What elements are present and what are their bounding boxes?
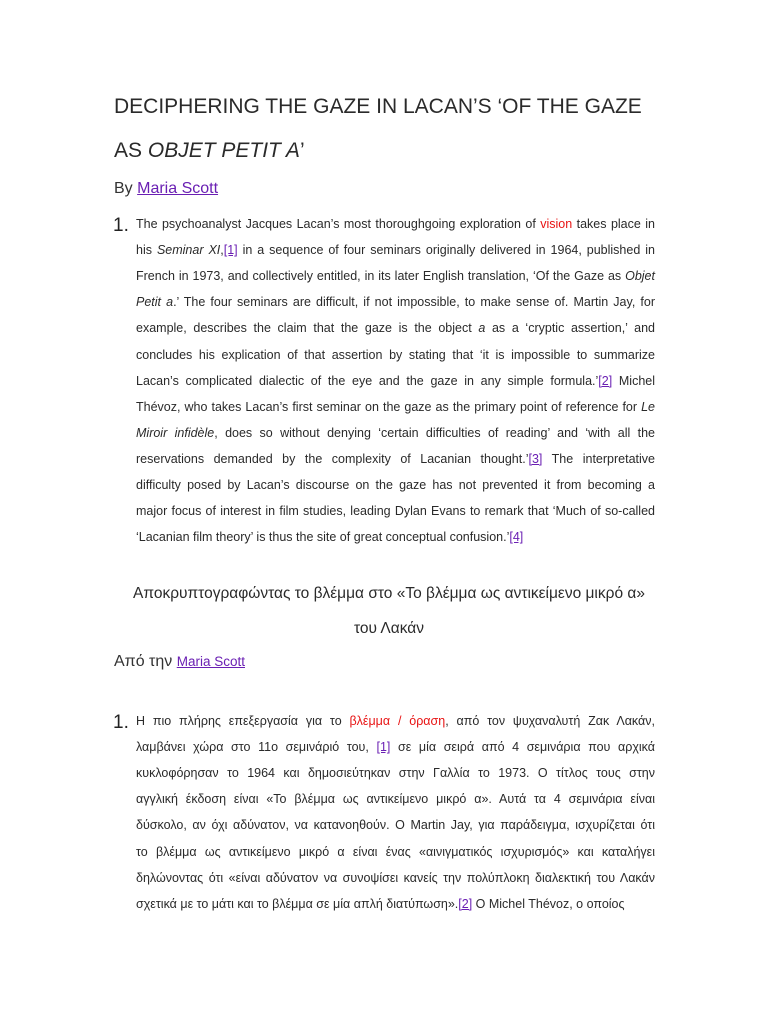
text-segment: in a sequence of four seminars originally delivered in 1964, published in	[237, 243, 655, 258]
highlighted-term: βλέμμα / όραση	[349, 714, 446, 728]
paragraph-line	[136, 530, 655, 550]
paragraph-line	[136, 792, 655, 812]
text-segment: Η πιο πλήρης επεξεργασία για το	[136, 714, 350, 728]
paragraph-line	[136, 845, 655, 865]
italic-text: a	[478, 321, 486, 336]
text-segment: Lacan’s complicated dialectic of the eye and the gaze in any simple formula.’	[136, 373, 599, 388]
title-line2-suffix: ’	[299, 139, 305, 162]
highlighted-term: vision	[540, 217, 573, 231]
paragraph-line	[136, 400, 655, 420]
text-segment: λαμβάνει χώρα στο 11ο σεμινάριό του,	[136, 740, 377, 755]
paragraph-line	[136, 295, 655, 315]
paragraph-line	[136, 740, 655, 760]
italic-text: Seminar XI	[156, 243, 221, 258]
author-link[interactable]: Maria Scott	[137, 180, 219, 197]
paragraph-line	[136, 426, 655, 446]
author-byline-english	[114, 180, 218, 198]
text-segment: major focus of interest in film studies, leading Dylan Evans to remark that ‘Much of so-called	[136, 504, 655, 519]
paragraph-number: 1.	[113, 712, 129, 733]
text-segment: αγγλική έκδοση είναι «Το βλέμμα ως αντικείμενο μικρό α». Αυτά τα 4 σεμινάρια είναι	[136, 792, 655, 807]
text-segment: Ο Michel Thévoz, ο οποίος	[472, 896, 625, 911]
text-segment: concludes his explication of that assertion by stating that ‘it is impossible to summarize	[136, 347, 655, 362]
footnote-reference-link[interactable]: [1]	[376, 740, 391, 755]
greek-title-line-1: Αποκρυπτογραφώντας το βλέμμα στο «Το βλέμμα ως αντικείμενο μικρό α»	[133, 585, 645, 602]
footnote-reference-link[interactable]: [2]	[598, 373, 613, 388]
author-link[interactable]: Maria Scott	[176, 654, 245, 669]
paragraph-line	[136, 897, 655, 917]
paragraph-line	[136, 269, 655, 289]
document-title-line-1: DECIPHERING THE GAZE IN LACAN’S ‘OF THE GAZE	[114, 95, 642, 118]
text-segment: δύσκολο, αν όχι αδύνατον, να κατανοηθούν. Ο Martin Jay, για παράδειγμα, ισχυρίζεται ότι	[136, 818, 655, 833]
italic-text: Petit a	[136, 295, 174, 310]
text-segment: French in 1973, and collectively entitled, in its later English translation, ‘Of the Gaze as	[136, 269, 626, 284]
paragraph-line	[136, 452, 655, 472]
text-segment: .’ The four seminars are difficult, if not impossible, to make sense of. Martin Jay, for	[173, 295, 655, 310]
paragraph-line	[136, 374, 655, 394]
text-segment: , από τον ψυχαναλυτή Ζακ Λακάν,	[445, 714, 655, 728]
footnote-reference-link[interactable]: [1]	[223, 243, 238, 258]
text-segment: The interpretative	[542, 451, 655, 466]
byline-prefix: Από την	[114, 653, 177, 670]
footnote-reference-link[interactable]: [2]	[458, 896, 473, 911]
footnote-reference-link[interactable]: [3]	[528, 451, 543, 466]
paragraph-number: 1.	[113, 215, 129, 236]
italic-text: Le	[641, 399, 655, 414]
text-segment: ,	[220, 243, 224, 258]
byline-prefix: By	[114, 180, 138, 197]
text-segment: , does so without denying ‘certain difficulties of reading’ and ‘with all the	[214, 425, 655, 440]
author-byline-greek	[114, 653, 245, 671]
text-segment: as a ‘cryptic assertion,’ and	[485, 321, 655, 336]
text-segment: Thévoz, who takes Lacan’s first seminar on the gaze as the primary point of reference for	[136, 399, 642, 414]
paragraph-line	[136, 504, 655, 524]
paragraph-line	[136, 478, 655, 498]
text-segment: his	[136, 243, 157, 258]
text-segment: takes place in	[572, 217, 655, 231]
paragraph-line	[136, 871, 655, 891]
text-segment: κυκλοφόρησαν το 1964 και δημοσιεύτηκαν στην Γαλλία το 1973. Ο τίτλος τους στην	[136, 766, 655, 781]
italic-text: Miroir infidèle	[136, 425, 215, 440]
text-segment: Michel	[612, 373, 656, 388]
paragraph-line	[136, 766, 655, 786]
paragraph-line	[136, 714, 655, 734]
text-segment: reservations demanded by the complexity of Lacanian thought.’	[136, 451, 529, 466]
title-line2-italic: OBJET PETIT A	[147, 139, 300, 162]
text-segment: το βλέμμα ως αντικείμενο μικρό α είναι ένας «αινιγματικός ισχυρισμός» και καταλήγει	[136, 844, 655, 859]
paragraph-line	[136, 818, 655, 838]
paragraph-line	[136, 321, 655, 341]
text-segment: difficulty posed by Lacan’s discourse on the gaze has not prevented it from becoming a	[136, 478, 655, 492]
text-segment: δηλώνοντας ότι «είναι αδύνατον να συνοψίσει κανείς την πολύπλοκη διαλεκτική του Λακάν	[136, 870, 655, 885]
text-segment: σχετικά με το μάτι και το βλέμμα σε μία απλή διατύπωση».	[136, 896, 459, 911]
text-segment: σε μία σειρά από 4 σεμινάρια που αρχικά	[390, 740, 656, 755]
italic-text: Objet	[625, 269, 655, 284]
footnote-reference-link[interactable]: [4]	[509, 530, 524, 545]
paragraph-line	[136, 348, 655, 368]
greek-title-line-2: του Λακάν	[353, 620, 425, 637]
paragraph-line	[136, 217, 655, 237]
paragraph-line	[136, 243, 655, 263]
text-segment: example, describes the claim that the gaze is the object	[136, 321, 479, 336]
title-line2-prefix: AS	[114, 139, 148, 162]
document-title-line-2	[114, 139, 305, 163]
text-segment: ‘Lacanian film theory’ is thus the site of great conceptual confusion.’	[136, 530, 510, 545]
text-segment: The psychoanalyst Jacques Lacan’s most thoroughgoing exploration of	[136, 217, 541, 231]
